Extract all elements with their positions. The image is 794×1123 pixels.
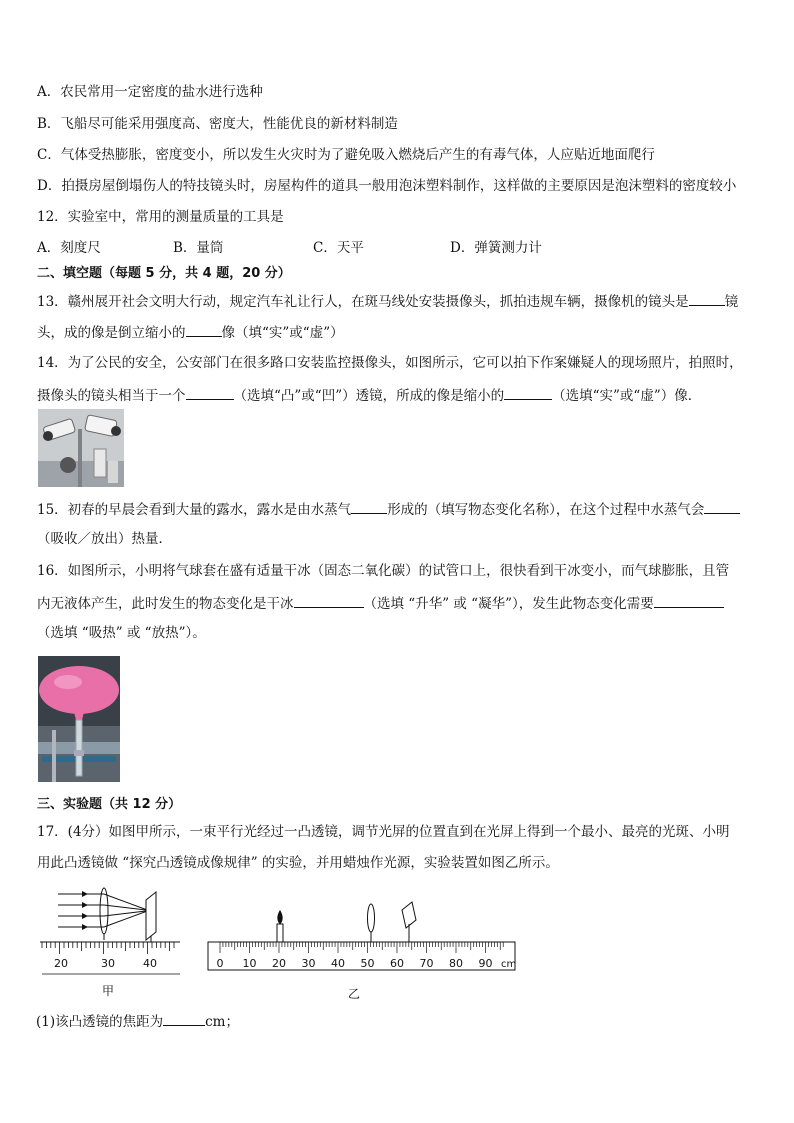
q14-line1: 14．为了公民的安全，公安部门在很多路口安装监控摄像头，如图所示，它可以拍下作案嫌疑人的现场照片，拍照时， [37, 355, 743, 371]
ruler-jia-ticks [42, 942, 174, 954]
q17-sub1-unit: cm； [205, 1014, 239, 1030]
q15-text: 15．初春的早晨会看到大量的露水，露水是由水蒸气 [37, 502, 352, 518]
section2-title: 二、填空题（每题 5 分，共 4 题，20 分） [37, 266, 291, 281]
surveillance-camera-photo [38, 409, 124, 487]
q16-text: 内无液体产生，此时发生的物态变化是干冰 [37, 596, 294, 612]
q15-blank-2[interactable] [704, 499, 740, 514]
ruler-yi-label: 70 [419, 957, 434, 970]
figure-jia-caption: 甲 [101, 984, 115, 998]
q13-text: 13．赣州展开社会文明大行动，规定汽车礼让行人，在斑马线处安装摄像头，抓拍违规车辆，摄像机的镜头是 [37, 294, 689, 310]
q12-options [37, 239, 757, 257]
q17-sub1-text: (1)该凸透镜的焦距为 [36, 1014, 164, 1030]
q15-line1 [37, 499, 740, 519]
q14-text: 摄像头的镜头相当于一个 [37, 388, 186, 404]
q11-option-c: C．气体受热膨胀，密度变小，所以发生火灾时为了避免吸入燃烧后产生的有毒气体，人应贴近地面爬行 [37, 147, 655, 163]
parallel-rays [58, 894, 150, 927]
q15-blank-1[interactable] [351, 499, 387, 514]
ruler-yi-label: 50 [360, 957, 375, 970]
ruler-yi-label: 60 [390, 957, 404, 970]
balloon-dry-ice-photo [38, 656, 120, 782]
q16-blank-2[interactable] [654, 593, 724, 608]
ruler-yi-label: 10 [242, 957, 257, 970]
ruler-yi-label: 30 [301, 957, 316, 970]
q14-blank-1[interactable] [186, 385, 234, 400]
ruler-jia-label: 30 [101, 957, 115, 970]
q11-option-d: D．拍摄房屋倒塌伤人的特技镜头时，房屋构件的道具一般用泡沫塑料制作，这样做的主要原因是泡沫塑料的密度较小 [37, 178, 737, 194]
q14-text-2: （选填“凸”或“凹”）透镜，所成的像是缩小的 [233, 388, 505, 404]
ruler-yi-label: 90 [478, 957, 493, 970]
section3-title: 三、实验题（共 12 分） [37, 797, 182, 812]
candle [277, 910, 283, 942]
q15-line2: （吸收／放出）热量． [37, 531, 172, 547]
light-screen [146, 892, 156, 942]
ruler-yi-label: 40 [331, 957, 345, 970]
q16-line1: 16．如图所示，小明将气球套在盛有适量干冰（固态二氧化碳）的试管口上，很快看到干冰变小，而气球膨胀，且管 [37, 563, 730, 579]
q14-line2 [37, 385, 701, 405]
q15-text-2: 形成的（填写物态变化名称），在这个过程中水蒸气会 [387, 502, 705, 518]
q16-blank-1[interactable] [294, 593, 364, 608]
figure-jia [38, 882, 186, 1000]
q11-option-a: A．农民常用一定密度的盐水进行选种 [37, 84, 263, 100]
q12-option-d: D．弹簧测力计 [450, 240, 542, 256]
ruler-jia-label: 20 [54, 957, 68, 970]
q17-blank-1[interactable] [163, 1011, 205, 1026]
q12-stem: 12．实验室中，常用的测量质量的工具是 [37, 209, 284, 225]
q14-text-3: （选填“实”或“虚”）像． [552, 388, 702, 404]
ruler-yi-label: 80 [449, 957, 463, 970]
figure-yi-caption: 乙 [347, 987, 361, 1001]
q16-text-2: （选填 “升华” 或 “凝华”），发生此物态变化需要 [363, 596, 654, 612]
q16-line3: （选填 “吸热” 或 “放热”）。 [37, 625, 206, 641]
ruler-yi-label: 0 [216, 957, 224, 970]
q17-line2: 用此凸透镜做 “探究凸透镜成像规律” 的实验，并用蜡烛作光源，实验装置如图乙所示。 [37, 855, 559, 871]
q12-option-a: A．刻度尺 [37, 240, 101, 256]
q13-blank-1[interactable] [689, 291, 725, 306]
ruler-yi-label: 20 [272, 957, 286, 970]
q13-blank-2[interactable] [186, 322, 222, 337]
q13-line1 [37, 291, 738, 311]
q17-line1: 17．(4分）如图甲所示，一束平行光经过一凸透镜，调节光屏的位置直到在光屏上得到一个最小、最亮的光斑、小明 [37, 824, 730, 840]
q12-option-c: C．天平 [313, 240, 364, 256]
q13-text-end: 镜 [724, 294, 739, 310]
q11-option-b: B．飞船尽可能采用强度高、密度大，性能优良的新材料制造 [37, 116, 398, 132]
ruler-jia-label: 40 [143, 957, 157, 970]
q17-sub1 [36, 1011, 239, 1031]
ray-arrows [82, 891, 88, 930]
light-screen-yi [402, 902, 416, 942]
q16-line2 [37, 593, 724, 613]
ruler-yi-unit: cm [501, 959, 517, 970]
figure-yi [206, 896, 518, 1002]
q13-text-2: 头，成的像是倒立缩小的 [37, 325, 186, 341]
convex-lens-yi [368, 904, 375, 942]
q12-option-b: B．量筒 [173, 240, 224, 256]
q14-blank-2[interactable] [504, 385, 552, 400]
q13-line2 [37, 322, 344, 342]
q13-text-3: 像（填“实”或“虚”） [221, 325, 344, 341]
